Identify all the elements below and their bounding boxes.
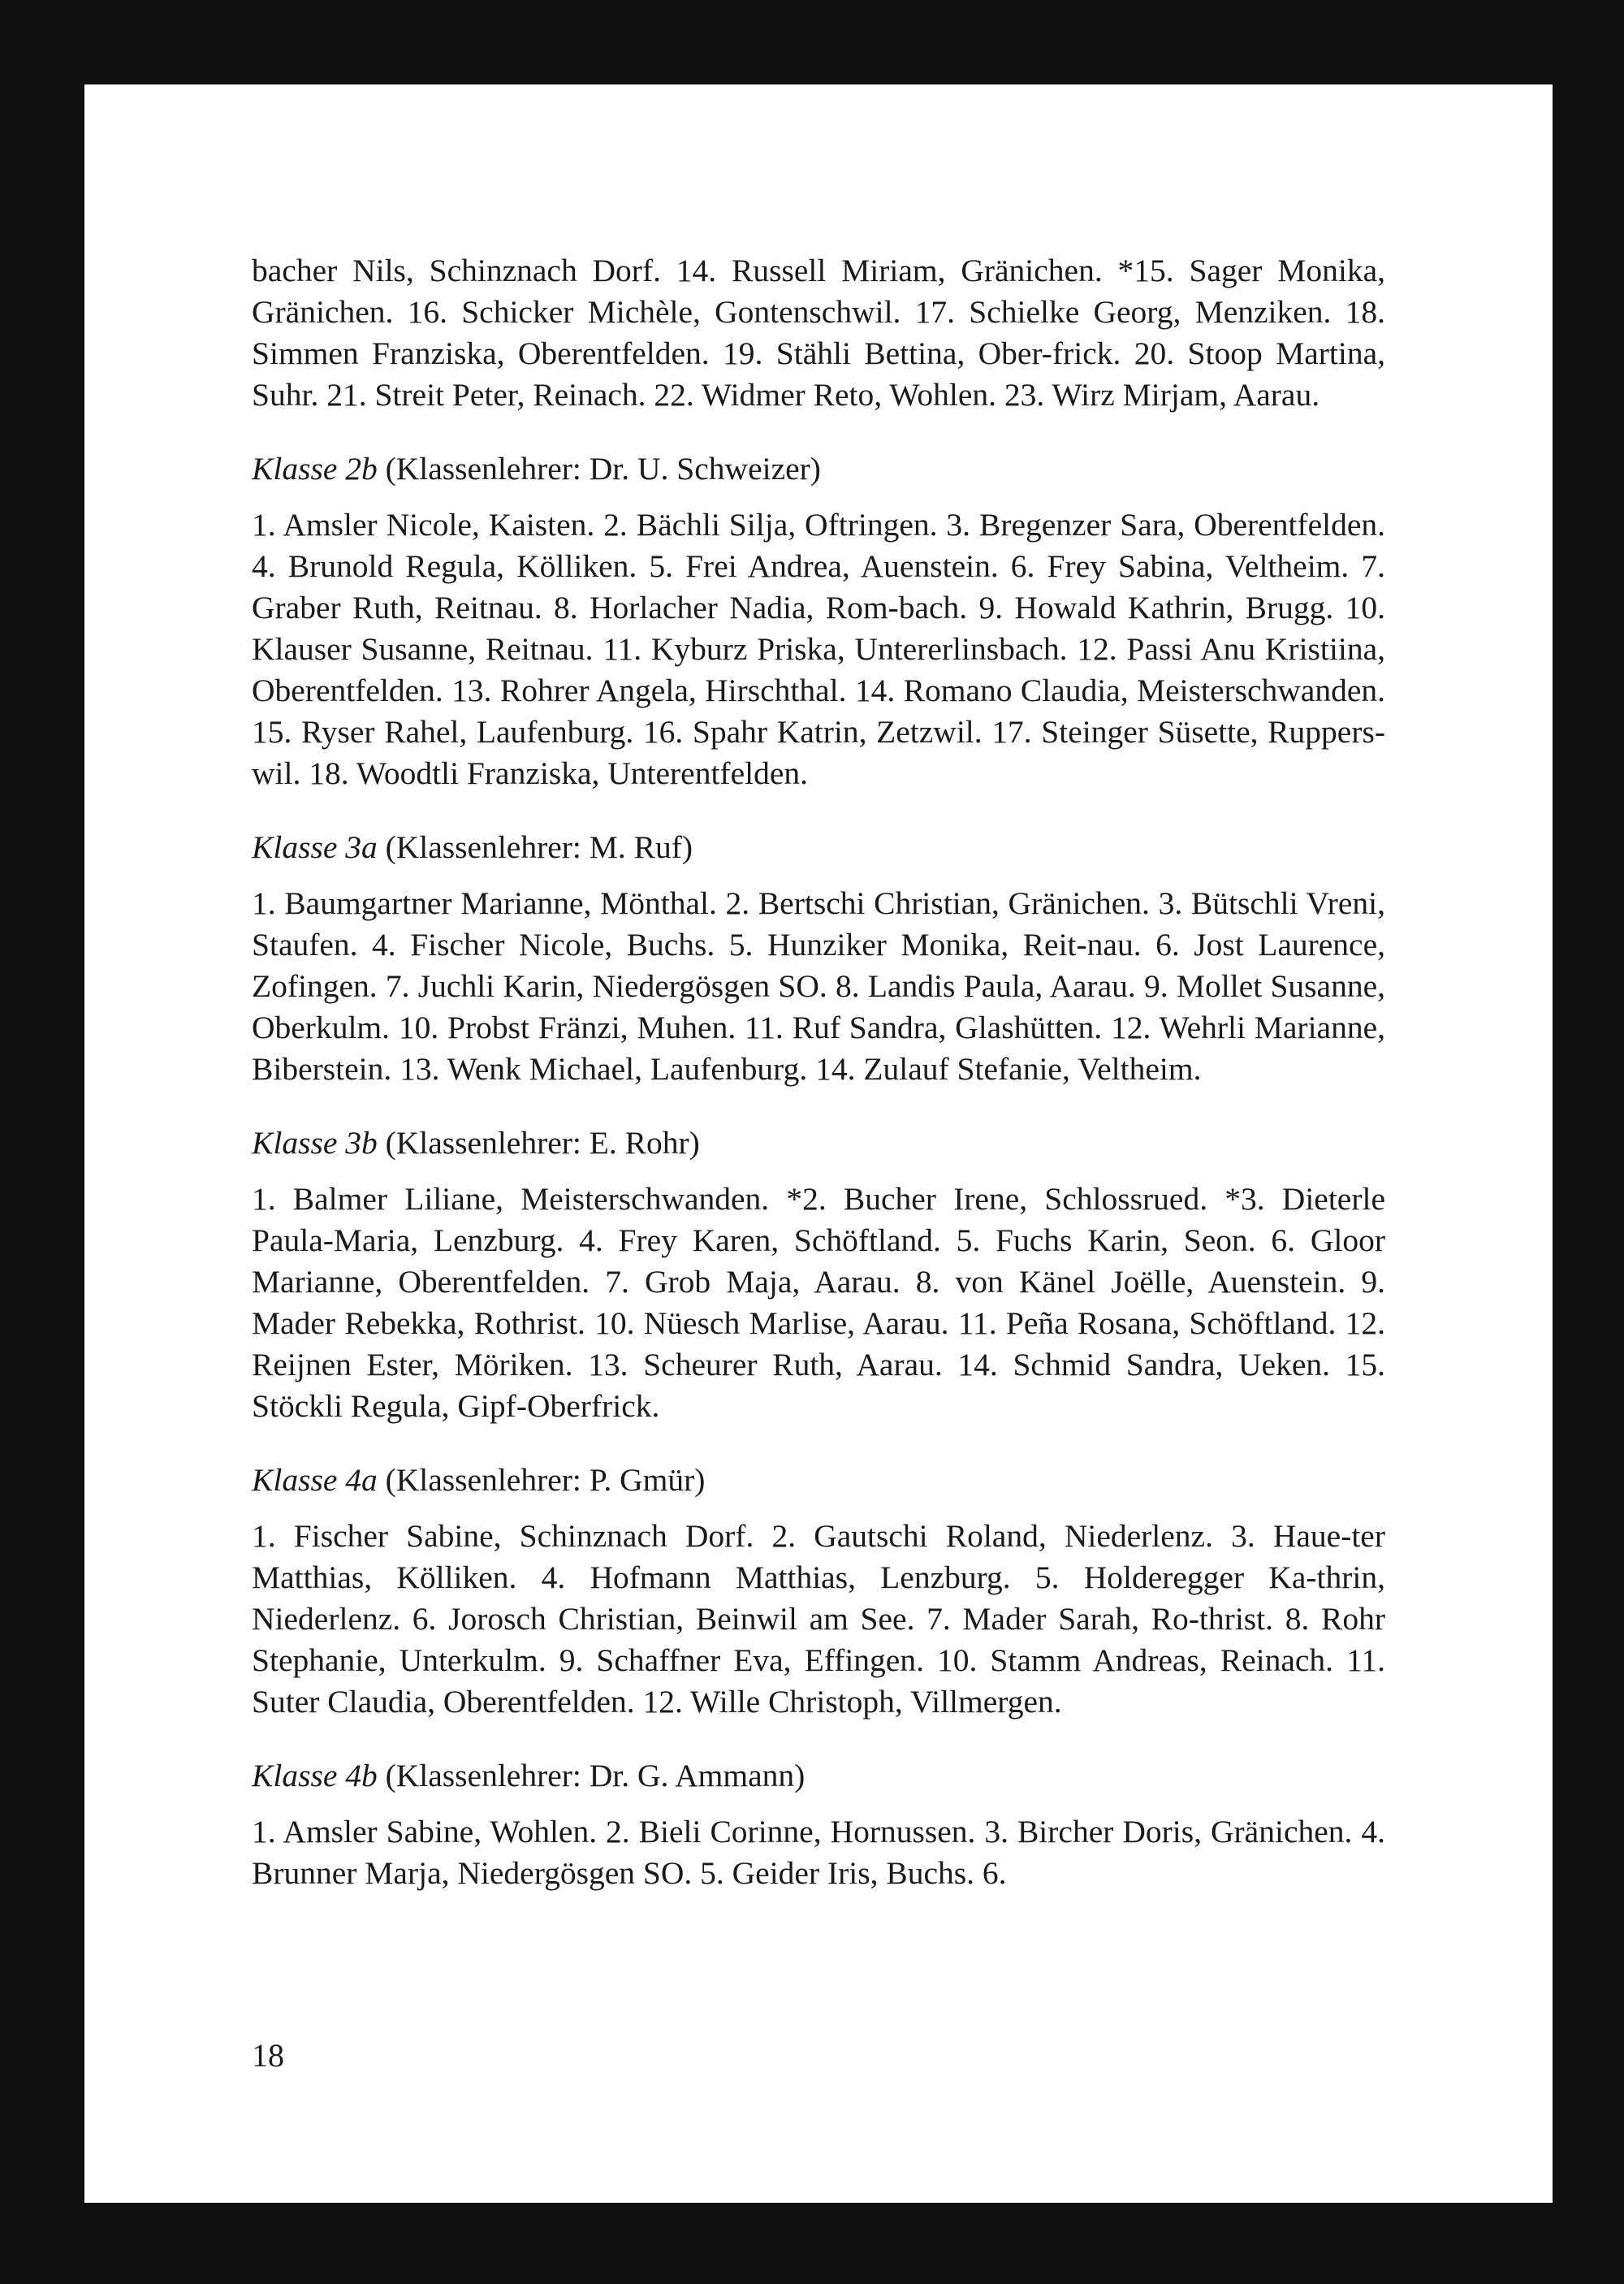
class-label: Klasse 3b <box>252 1125 378 1161</box>
teacher-label: (Klassenlehrer: P. Gmür) <box>385 1462 706 1498</box>
section-klasse-4a <box>252 1460 1385 1723</box>
class-label: Klasse 2b <box>252 451 378 487</box>
class-label: Klasse 4a <box>252 1462 378 1498</box>
section-heading <box>252 827 1385 868</box>
student-list: 1. Fischer Sabine, Schinznach Dorf. 2. Gautschi Roland, Niederlenz. 3. Haue-ter Matthias, Kölliken. 4. Hofmann Matthias, Lenzburg. 5. Holderegger Ka-thrin, Niederlenz. 6. Jorosch Christian, Beinwil am See. 7. Mader Sarah, Ro-thrist. 8. Rohr Stephanie, Unterkulm. 9. Schaffner Eva, Effingen. 10. Stamm Andreas, Reinach. 11. Suter Claudia, Oberentfelden. 12. Wille Christoph, Villmergen. <box>252 1518 1385 1719</box>
class-label: Klasse 4b <box>252 1758 378 1793</box>
section-klasse-3a <box>252 827 1385 1090</box>
section-heading <box>252 1460 1385 1501</box>
section-klasse-2b <box>252 448 1385 794</box>
page-number: 18 <box>252 2037 284 2074</box>
class-label: Klasse 3a <box>252 829 378 865</box>
student-list: 1. Baumgartner Marianne, Mönthal. 2. Bertschi Christian, Gränichen. 3. Bütschli Vreni, Staufen. 4. Fischer Nicole, Buchs. 5. Hunziker Monika, Reit-nau. 6. Jost Laurence, Zofingen. 7. Juchli Karin, Niedergösgen SO. 8. Landis Paula, Aarau. 9. Mollet Susanne, Oberkulm. 10. Probst Fränzi, Muhen. 11. Ruf Sandra, Glashütten. 12. Wehrli Marianne, Biberstein. 13. Wenk Michael, Laufenburg. 14. Zulauf Stefanie, Veltheim. <box>252 885 1385 1087</box>
document-page <box>84 84 1553 2203</box>
teacher-label: (Klassenlehrer: Dr. U. Schweizer) <box>385 451 821 487</box>
section-klasse-4b <box>252 1755 1385 1894</box>
teacher-label: (Klassenlehrer: M. Ruf) <box>385 829 693 865</box>
teacher-label: (Klassenlehrer: E. Rohr) <box>385 1125 700 1161</box>
student-list: 1. Amsler Sabine, Wohlen. 2. Bieli Corinne, Hornussen. 3. Bircher Doris, Gränichen. 4. Brunner Marja, Niedergösgen SO. 5. Geider Iris, Buchs. 6. <box>252 1814 1385 1891</box>
teacher-label: (Klassenlehrer: Dr. G. Ammann) <box>385 1758 806 1793</box>
student-list: 1. Amsler Nicole, Kaisten. 2. Bächli Silja, Oftringen. 3. Bregenzer Sara, Oberentfelden. 4. Brunold Regula, Kölliken. 5. Frei Andrea, Auenstein. 6. Frey Sabina, Veltheim. 7. Graber Ruth, Reitnau. 8. Horlacher Nadia, Rom-bach. 9. Howald Kathrin, Brugg. 10. Klauser Susanne, Reitnau. 11. Kyburz Priska, Untererlinsbach. 12. Passi Anu Kristiina, Oberentfelden. 13. Rohrer Angela, Hirschthal. 14. Romano Claudia, Meisterschwanden. 15. Ryser Rahel, Laufenburg. 16. Spahr Katrin, Zetzwil. 17. Steinger Süsette, Ruppers-wil. 18. Woodtli Franziska, Unterentfelden. <box>252 507 1385 791</box>
section-heading <box>252 1123 1385 1164</box>
student-list: 1. Balmer Liliane, Meisterschwanden. *2. Bucher Irene, Schlossrued. *3. Dieterle Paula-Maria, Lenzburg. 4. Frey Karen, Schöftland. 5. Fuchs Karin, Seon. 6. Gloor Marianne, Oberentfelden. 7. Grob Maja, Aarau. 8. von Känel Joëlle, Auenstein. 9. Mader Rebekka, Rothrist. 10. Nüesch Marlise, Aarau. 11. Peña Rosana, Schöftland. 12. Reijnen Ester, Möriken. 13. Scheurer Ruth, Aarau. 14. Schmid Sandra, Ueken. 15. Stöckli Regula, Gipf-Oberfrick. <box>252 1181 1385 1424</box>
intro-paragraph: bacher Nils, Schinznach Dorf. 14. Russell Miriam, Gränichen. *15. Sager Monika, Gränichen. 16. Schicker Michèle, Gontenschwil. 17. Schielke Georg, Menziken. 18. Simmen Franziska, Oberentfelden. 19. Stähli Bettina, Ober-frick. 20. Stoop Martina, Suhr. 21. Streit Peter, Reinach. 22. Widmer Reto, Wohlen. 23. Wirz Mirjam, Aarau. <box>252 253 1385 413</box>
section-klasse-3b <box>252 1123 1385 1427</box>
page-content <box>252 250 1385 1894</box>
section-heading <box>252 448 1385 490</box>
section-heading <box>252 1755 1385 1797</box>
